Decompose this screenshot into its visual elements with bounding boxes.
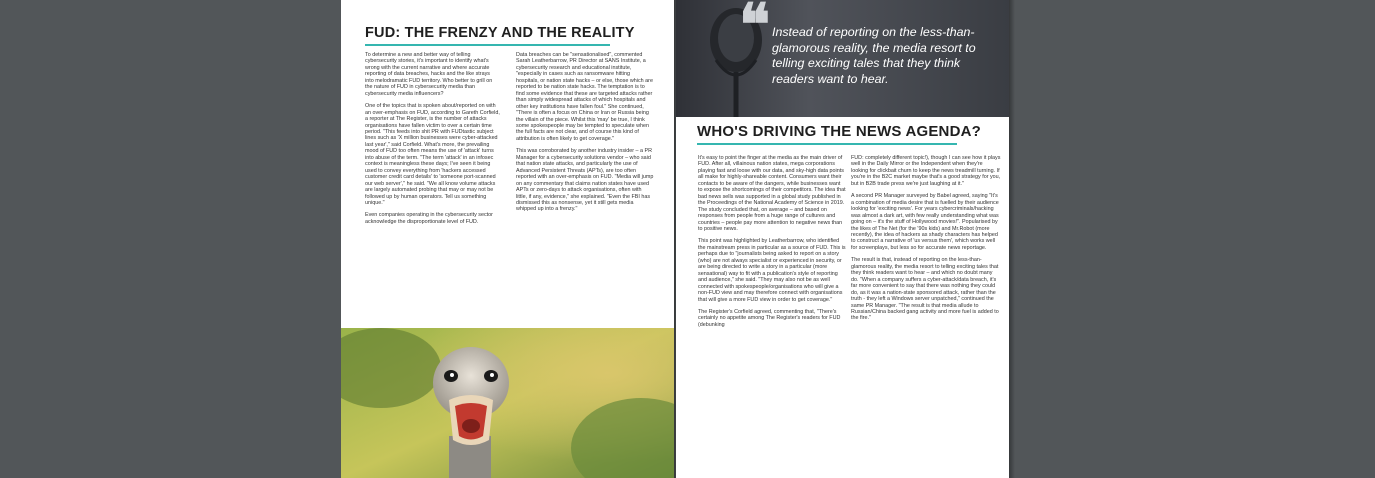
page-edge-shadow xyxy=(1009,0,1015,478)
paragraph: It's easy to point the finger at the media as the main driver of FUD. After all, villainous nation states, mega corporations playing fast and loose with our data, and sky-high data points all make for highly-shareable content. Consumers want their contacts to be aware of the dangers, while businesses want to expose the shortcomings of their competitors. The idea that bad news sells was supported in a global study published in the Proceedings of the National Academy of Science in 2019. The study concluded that, on average – and based on responses from people from a huge range of cultures and countries – people pay more attention to negative news than to positive news. xyxy=(698,155,846,232)
left-column-2 xyxy=(516,52,654,219)
heading-rule xyxy=(365,44,610,46)
paragraph: One of the topics that is spoken about/reported on with an over-emphasis on FUD, according to Gareth Corfield, a reporter at The Register, is the number of attacks organisations have fallen victim to over a certain time period. "This feeds into shit PR with FUDtastic subject lines such as 'X million businesses were cyber-attacked last year'," said Corfield. What's more, the prevailing mood of FUD too often means the use of 'attack' turns into abuse of the term. "The term 'attack' in an infosec context is meaningless these days; I've seen it being used to convey everything from 'hackers accessed customer credit card details' to 'someone port-scanned our web server'," he said. "We all know volume attacks are largely automated probing that may or may not be followed up by human operators. Tell us something unique." xyxy=(365,103,500,206)
ostrich-photo xyxy=(341,328,674,478)
left-heading: FUD: THE FRENZY AND THE REALITY xyxy=(365,25,635,41)
pull-quote: Instead of reporting on the less-than-glamorous reality, the media resort to telling exciting tales that they think readers want to hear. xyxy=(772,25,976,86)
right-heading: WHO'S DRIVING THE NEWS AGENDA? xyxy=(697,123,982,140)
paragraph: This was corroborated by another industry insider – a PR Manager for a cybersecurity solutions vendor – who said that nation state attacks, and particularly the use of Advanced Persistent Threats (APTs), are too often reported with an over-emphasis on FUD. "Media will jump on any commentary that claims nation states have used APTs or zero-days to attack organisations, often with little, if any, evidence," she explained. "Even the FBI has dismissed this as nonsense, yet it still gets media whipped up into a frenzy." xyxy=(516,148,654,213)
paragraph: To determine a new and better way of telling cybersecurity stories, it's important to identify what's wrong with the current narrative and where accurate reporting of data breaches, hacks and the like strays into melodramatic FUD territory. Who better to grill on the nature of FUD in cybersecurity media than cybersecurity media influencers? xyxy=(365,52,493,97)
right-column-2 xyxy=(851,155,1001,328)
paragraph: The result is that, instead of reporting on the less-than-glamorous reality, the media resort to telling exciting tales that they think readers want to hear – and which no doubt many do. "When a company suffers a cyber-attack/data breach, it's far more convenient to say that there was nothing they could do, as it was a nation-state sponsored attack, rather than the truth - they left a Windows server unpatched," continued the same PR Manager. "The result is that media allude to Russian/China backed gang activity and more fuel is added to the fire." xyxy=(851,257,999,322)
left-page xyxy=(341,0,674,478)
paragraph: Data breaches can be "sensationalised", commented Sarah Leatherbarrow, PR Director at SANS Institute, a cybersecurity research and educational institute, "especially in cases such as ransomware hitting hospitals, or nation state hacks – or else, those which are reported to be nation state hacks. The temptation is to find some evidence that these are targeted attacks rather than simply widespread attacks of which hospitals and other key institutions have fallen foul." She continued, "There is often a focus on China or Iran or Russia being the villain of the piece. Whilst this 'may' be true, I think some spokespeople may be tempted to speculate when the full facts are not clear, and of course this kind of attribution is often likely to get coverage." xyxy=(516,52,653,142)
paragraph: FUD: completely different topic!), though I can see how it plays well in the Daily Mirror or the Independent when they're looking for clickbait churn to keep the news treadmill turning. If you're in the B2C market maybe that's a good strategy for you, but in B2B trade press we're just laughing at it." xyxy=(851,155,1001,187)
paragraph: Even companies operating in the cybersecurity sector acknowledge the disproportionate level of FUD. xyxy=(365,212,493,225)
paragraph: The Register's Corfield agreed, commenting that, "There's certainly no appetite among The Register's readers for FUD (debunking xyxy=(698,308,841,328)
paragraph: A second PR Manager surveyed by Babel agreed, saying "It's a combination of media desire that is fuelled by their audience looking for 'exciting news'. For years cybercriminals/hacking was almost a dark art, with few really understanding what was going on – it's the stuff of Hollywood movies!". Popularised by the likes of The Net (for the '90s kids) and Mr.Robot (more recently), the idea of hackers as shady characters has helped to construct a narrative of 'us versus them', which works well for screenplays, but less so for accurate news reportage. xyxy=(851,193,999,251)
quote-mark-icon: ❝ xyxy=(739,0,771,59)
right-page xyxy=(676,0,1009,478)
heading-rule xyxy=(697,143,957,145)
paragraph: This point was highlighted by Leatherbarrow, who identified the mainstream press in particular as a source of FUD. This is perhaps due to "journalists being asked to report on a story (who) are not always specialist or experienced in security, or are being directed to write a story in a particular (more sensational) way to fit with a publication's style of reporting and audience," she said. "They may also not be as well connected with spokespeople/organisations who will give a non-FUD view and may therefore connect with organisations that will give a more FUD view in order to get coverage." xyxy=(698,238,846,303)
right-column-1 xyxy=(698,155,846,334)
left-column-1 xyxy=(365,52,500,231)
